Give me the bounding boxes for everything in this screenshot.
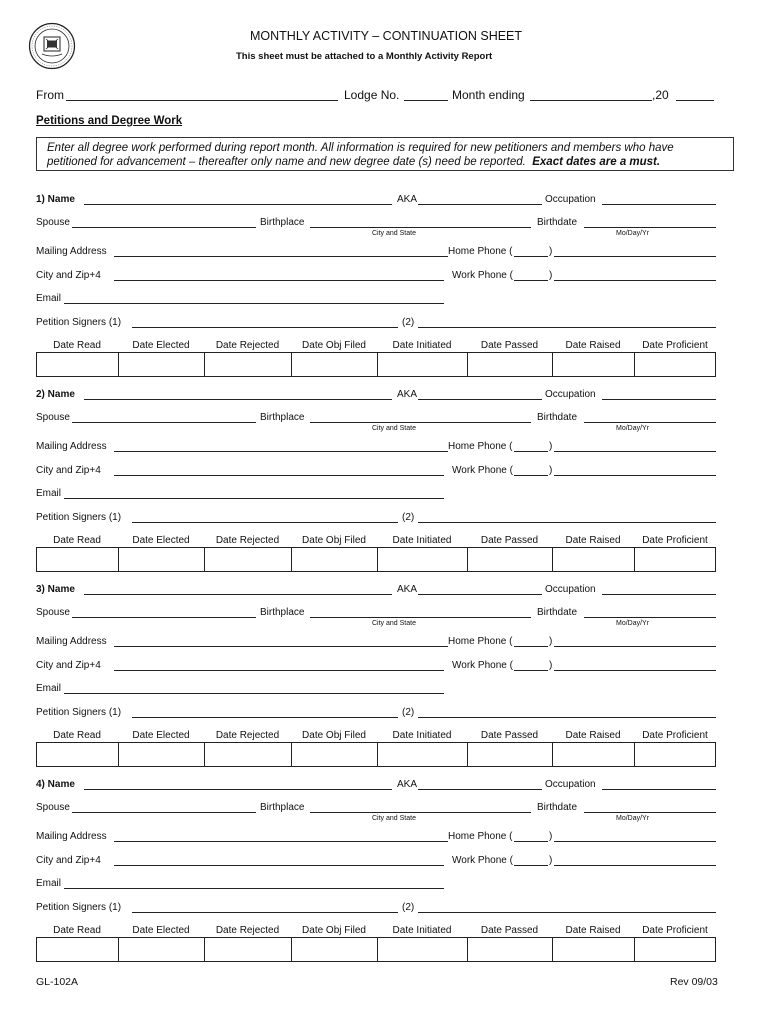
date-column-label: Date Initiated: [392, 340, 452, 351]
degree-dates-table: [36, 547, 716, 572]
date-format-hint: Mo/Day/Yr: [616, 425, 650, 432]
occupation-field[interactable]: [602, 204, 716, 205]
spouse-field[interactable]: [72, 227, 256, 228]
page-subtitle: This sheet must be attached to a Monthly Activity Report: [236, 51, 493, 62]
name-label: 4) Name: [36, 779, 75, 790]
mailing-address-field[interactable]: [114, 256, 448, 257]
birthdate-field[interactable]: [584, 227, 716, 228]
date-column-label: Date Raised: [565, 925, 621, 936]
city-state-hint: City and State: [372, 815, 416, 822]
date-column-label: Date Proficient: [642, 535, 708, 546]
date-entry-cell[interactable]: [37, 743, 119, 766]
home-phone-field[interactable]: [554, 646, 716, 647]
birthplace-field[interactable]: [310, 617, 531, 618]
petition-signers-2-label: (2): [402, 707, 415, 718]
home-phone-area-code[interactable]: [514, 841, 548, 842]
work-phone-area-code[interactable]: [514, 475, 548, 476]
date-entry-cell[interactable]: [205, 743, 292, 766]
date-entry-cell[interactable]: [635, 353, 716, 376]
name-label: 3) Name: [36, 584, 75, 595]
birthplace-field[interactable]: [310, 422, 531, 423]
degree-dates-table: [36, 742, 716, 767]
email-label: Email: [36, 878, 62, 889]
mailing-address-label: Mailing Address: [36, 441, 107, 452]
degree-dates-table: [36, 352, 716, 377]
email-label: Email: [36, 488, 62, 499]
work-phone-field[interactable]: [554, 280, 716, 281]
home-phone-label: Home Phone (: [448, 636, 513, 647]
spouse-field[interactable]: [72, 617, 256, 618]
from-field[interactable]: [66, 100, 338, 101]
date-entry-cell[interactable]: [468, 353, 553, 376]
date-column-label: Date Obj Filed: [302, 535, 366, 546]
city-zip-label: City and Zip+4: [36, 270, 101, 281]
spouse-label: Spouse: [36, 217, 70, 228]
name-field[interactable]: [84, 594, 392, 595]
date-entry-cell[interactable]: [119, 353, 205, 376]
email-field[interactable]: [64, 693, 444, 694]
date-entry-cell[interactable]: [292, 353, 378, 376]
home-phone-paren: ): [549, 831, 553, 842]
name-field[interactable]: [84, 789, 392, 790]
work-phone-label: Work Phone (: [452, 270, 513, 281]
year-prefix-label: ,20: [652, 88, 669, 102]
date-entry-cell[interactable]: [635, 548, 716, 571]
petition-signers-1-label: Petition Signers (1): [36, 707, 122, 718]
petition-signers-2-label: (2): [402, 512, 415, 523]
name-label: 1) Name: [36, 194, 75, 205]
home-phone-label: Home Phone (: [448, 831, 513, 842]
petition-signer-2-field[interactable]: [418, 327, 716, 328]
work-phone-field[interactable]: [554, 475, 716, 476]
section-title: Petitions and Degree Work: [36, 115, 183, 127]
petition-signers-1-label: Petition Signers (1): [36, 512, 122, 523]
date-entry-cell[interactable]: [378, 938, 468, 961]
city-state-hint: City and State: [372, 230, 416, 237]
petition-signer-2-field[interactable]: [418, 717, 716, 718]
instructions-line-2: [47, 156, 660, 168]
date-entry-cell[interactable]: [378, 353, 468, 376]
from-label: From: [36, 88, 64, 102]
date-column-label: Date Rejected: [215, 535, 280, 546]
date-entry-cell[interactable]: [205, 548, 292, 571]
work-phone-label: Work Phone (: [452, 660, 513, 671]
email-label: Email: [36, 293, 62, 304]
petition-signers-1-label: Petition Signers (1): [36, 317, 122, 328]
mailing-address-label: Mailing Address: [36, 246, 107, 257]
month-ending-field[interactable]: [530, 100, 652, 101]
lodge-number-field[interactable]: [404, 100, 448, 101]
email-field[interactable]: [64, 303, 444, 304]
page-title: MONTHLY ACTIVITY – CONTINUATION SHEET: [250, 29, 523, 43]
work-phone-area-code[interactable]: [514, 865, 548, 866]
home-phone-paren: ): [549, 636, 553, 647]
date-column-label: Date Passed: [480, 535, 539, 546]
spouse-label: Spouse: [36, 412, 70, 423]
date-column-label: Date Obj Filed: [302, 730, 366, 741]
instructions-line-2-text: petitioned for advancement – thereafter only name and new degree date (s) need be reported.: [47, 156, 526, 168]
occupation-field[interactable]: [602, 594, 716, 595]
date-entry-cell[interactable]: [292, 938, 378, 961]
email-field[interactable]: [64, 498, 444, 499]
city-state-hint: City and State: [372, 620, 416, 627]
date-entry-cell[interactable]: [119, 743, 205, 766]
home-phone-area-code[interactable]: [514, 451, 548, 452]
date-entry-cell[interactable]: [205, 353, 292, 376]
work-phone-label: Work Phone (: [452, 855, 513, 866]
instructions-box: [36, 137, 734, 171]
birthplace-label: Birthplace: [260, 217, 305, 228]
date-entry-cell[interactable]: [553, 548, 635, 571]
petition-signer-1-field[interactable]: [132, 327, 398, 328]
aka-label: AKA: [397, 584, 418, 595]
aka-label: AKA: [397, 389, 418, 400]
aka-field[interactable]: [418, 789, 542, 790]
work-phone-paren: ): [549, 270, 553, 281]
form-id: GL-102A: [36, 976, 79, 988]
instructions-emphasis: Exact dates are a must.: [532, 156, 661, 168]
instructions-line-1: Enter all degree work performed during report month. All information is required for new petitioners and members who have: [47, 142, 674, 154]
date-column-label: Date Initiated: [392, 535, 452, 546]
date-column-label: Date Rejected: [215, 340, 280, 351]
occupation-label: Occupation: [545, 389, 596, 400]
date-column-label: Date Passed: [480, 730, 539, 741]
birthdate-label: Birthdate: [537, 802, 578, 813]
city-zip-field[interactable]: [114, 670, 444, 671]
petition-signer-1-field[interactable]: [132, 717, 398, 718]
name-label: 2) Name: [36, 389, 75, 400]
aka-label: AKA: [397, 194, 418, 205]
mailing-address-field[interactable]: [114, 646, 448, 647]
date-entry-cell[interactable]: [37, 353, 119, 376]
date-entry-cell[interactable]: [205, 938, 292, 961]
date-column-label: Date Elected: [132, 340, 190, 351]
date-column-label: Date Raised: [565, 730, 621, 741]
date-column-label: Date Elected: [132, 730, 190, 741]
degree-dates-table: [36, 937, 716, 962]
date-column-label: Date Passed: [480, 340, 539, 351]
work-phone-paren: ): [549, 660, 553, 671]
birthdate-field[interactable]: [584, 617, 716, 618]
date-entry-cell[interactable]: [635, 938, 716, 961]
home-phone-label: Home Phone (: [448, 246, 513, 257]
email-label: Email: [36, 683, 62, 694]
date-column-label: Date Read: [53, 730, 101, 741]
spouse-label: Spouse: [36, 607, 70, 618]
date-column-label: Date Rejected: [215, 730, 280, 741]
birthdate-label: Birthdate: [537, 217, 578, 228]
birthplace-label: Birthplace: [260, 412, 305, 423]
mailing-address-field[interactable]: [114, 451, 448, 452]
date-entry-cell[interactable]: [468, 743, 553, 766]
date-entry-cell[interactable]: [635, 743, 716, 766]
date-column-label: Date Raised: [565, 340, 621, 351]
occupation-label: Occupation: [545, 194, 596, 205]
date-entry-cell[interactable]: [553, 938, 635, 961]
date-column-label: Date Initiated: [392, 925, 452, 936]
occupation-field[interactable]: [602, 399, 716, 400]
date-column-label: Date Obj Filed: [302, 925, 366, 936]
date-column-label: Date Read: [53, 925, 101, 936]
work-phone-field[interactable]: [554, 865, 716, 866]
mailing-address-label: Mailing Address: [36, 831, 107, 842]
aka-label: AKA: [397, 779, 418, 790]
date-column-label: Date Proficient: [642, 925, 708, 936]
home-phone-field[interactable]: [554, 256, 716, 257]
date-column-label: Date Rejected: [215, 925, 280, 936]
date-format-hint: Mo/Day/Yr: [616, 815, 650, 822]
date-entry-cell[interactable]: [292, 548, 378, 571]
date-column-label: Date Elected: [132, 925, 190, 936]
home-phone-field[interactable]: [554, 451, 716, 452]
date-entry-cell[interactable]: [37, 548, 119, 571]
mailing-address-label: Mailing Address: [36, 636, 107, 647]
date-entry-cell[interactable]: [37, 938, 119, 961]
date-entry-cell[interactable]: [119, 548, 205, 571]
date-format-hint: Mo/Day/Yr: [616, 620, 650, 627]
petition-signers-2-label: (2): [402, 317, 415, 328]
petition-signers-2-label: (2): [402, 902, 415, 913]
work-phone-label: Work Phone (: [452, 465, 513, 476]
date-column-label: Date Obj Filed: [302, 340, 366, 351]
date-entry-cell[interactable]: [553, 353, 635, 376]
birthplace-label: Birthplace: [260, 607, 305, 618]
date-column-label: Date Passed: [480, 925, 539, 936]
birthplace-field[interactable]: [310, 812, 531, 813]
city-zip-label: City and Zip+4: [36, 660, 101, 671]
date-entry-cell[interactable]: [378, 548, 468, 571]
date-column-label: Date Proficient: [642, 340, 708, 351]
year-field[interactable]: [676, 100, 714, 101]
date-column-label: Date Initiated: [392, 730, 452, 741]
name-field[interactable]: [84, 204, 392, 205]
email-field[interactable]: [64, 888, 444, 889]
date-column-label: Date Read: [53, 535, 101, 546]
birthdate-field[interactable]: [584, 422, 716, 423]
date-column-label: Date Elected: [132, 535, 190, 546]
occupation-field[interactable]: [602, 789, 716, 790]
city-zip-field[interactable]: [114, 865, 444, 866]
petition-signer-1-field[interactable]: [132, 912, 398, 913]
birthplace-field[interactable]: [310, 227, 531, 228]
aka-field[interactable]: [418, 594, 542, 595]
petition-signer-2-field[interactable]: [418, 522, 716, 523]
petition-signer-1-field[interactable]: [132, 522, 398, 523]
date-column-label: Date Proficient: [642, 730, 708, 741]
birthdate-label: Birthdate: [537, 607, 578, 618]
date-entry-cell[interactable]: [468, 938, 553, 961]
city-zip-label: City and Zip+4: [36, 855, 101, 866]
date-column-label: Date Read: [53, 340, 101, 351]
grand-lodge-seal-logo: [28, 22, 76, 70]
home-phone-area-code[interactable]: [514, 646, 548, 647]
birthplace-label: Birthplace: [260, 802, 305, 813]
revision-label: Rev 09/03: [670, 976, 718, 988]
petition-signer-2-field[interactable]: [418, 912, 716, 913]
occupation-label: Occupation: [545, 779, 596, 790]
work-phone-area-code[interactable]: [514, 280, 548, 281]
lodge-label: Lodge No.: [344, 88, 400, 102]
date-entry-cell[interactable]: [553, 743, 635, 766]
city-state-hint: City and State: [372, 425, 416, 432]
city-zip-field[interactable]: [114, 475, 444, 476]
month-ending-label: Month ending: [452, 88, 525, 102]
birthdate-field[interactable]: [584, 812, 716, 813]
spouse-field[interactable]: [72, 812, 256, 813]
date-column-label: Date Raised: [565, 535, 621, 546]
mailing-address-field[interactable]: [114, 841, 448, 842]
city-zip-label: City and Zip+4: [36, 465, 101, 476]
birthdate-label: Birthdate: [537, 412, 578, 423]
occupation-label: Occupation: [545, 584, 596, 595]
home-phone-paren: ): [549, 441, 553, 452]
aka-field[interactable]: [418, 204, 542, 205]
home-phone-area-code[interactable]: [514, 256, 548, 257]
city-zip-field[interactable]: [114, 280, 444, 281]
home-phone-label: Home Phone (: [448, 441, 513, 452]
petition-signers-1-label: Petition Signers (1): [36, 902, 122, 913]
date-format-hint: Mo/Day/Yr: [616, 230, 650, 237]
spouse-label: Spouse: [36, 802, 70, 813]
aka-field[interactable]: [418, 399, 542, 400]
work-phone-paren: ): [549, 465, 553, 476]
work-phone-area-code[interactable]: [514, 670, 548, 671]
home-phone-field[interactable]: [554, 841, 716, 842]
date-entry-cell[interactable]: [292, 743, 378, 766]
date-entry-cell[interactable]: [119, 938, 205, 961]
spouse-field[interactable]: [72, 422, 256, 423]
date-entry-cell[interactable]: [378, 743, 468, 766]
work-phone-field[interactable]: [554, 670, 716, 671]
name-field[interactable]: [84, 399, 392, 400]
date-entry-cell[interactable]: [468, 548, 553, 571]
work-phone-paren: ): [549, 855, 553, 866]
home-phone-paren: ): [549, 246, 553, 257]
